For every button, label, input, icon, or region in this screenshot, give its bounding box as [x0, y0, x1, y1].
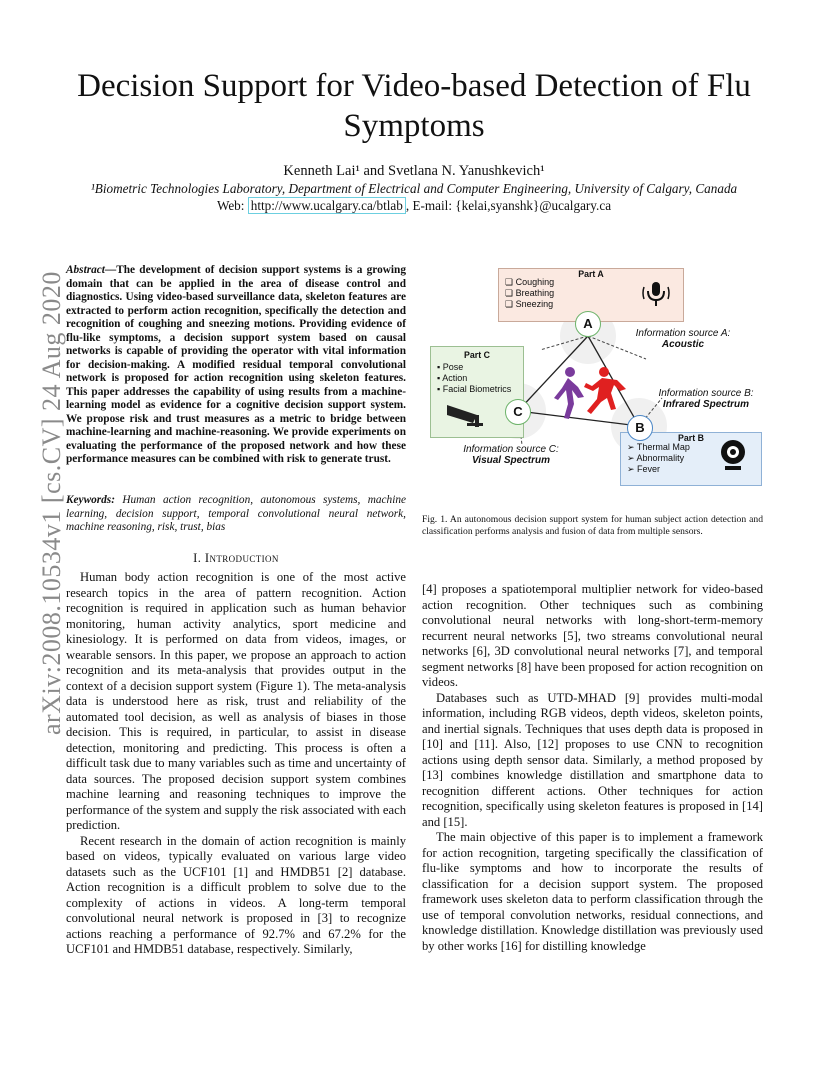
part-a-item: ❏ Breathing — [505, 288, 555, 298]
authors: Kenneth Lai¹ and Svetlana N. Yanushkevich¹ — [283, 163, 545, 179]
node-a: A — [575, 311, 601, 337]
figure-caption: Fig. 1. An autonomous decision support system for human subject action detection and classification performs analysis and fusion of data from multiple sensors. — [422, 514, 763, 537]
part-c-box — [430, 346, 524, 438]
arxiv-stamp: arXiv:2008.10534v1 [cs.CV] 24 Aug 2020 — [37, 271, 66, 735]
abstract-text: —The development of decision support systems is a growing domain that can be applied in the area of disease control and diagnostics. Using video-based surveillance data, skeleton features are extracted to perform action recognition, specifically the detection and recognition of coughing and sneezing motions. Providing evidence of flu-like symptoms, a decision support system based on causal networks is capable of providing the operator with vital information for decision-making. A modified residual temporal convolutional network is proposed for action recognition using skeleton features. This paper addresses the capability of using results from a machine-learning model as evidence for a cognitive decision support system. We propose risk and trust measures as a metric to bridge between machine-learning and machine-reasoning. We provide experiments on evaluating the performance of the proposed network and how these performance measures can be combined with risk to generate trust. — [66, 264, 406, 465]
part-a-item: ❏ Coughing — [505, 277, 555, 287]
abstract-label: Abstract — [66, 264, 105, 276]
runner-purple-icon — [554, 367, 584, 419]
source-a-label: Information source A: Acoustic — [635, 328, 731, 350]
left-column-body — [66, 570, 406, 958]
source-c-label: Information source C: Visual Spectrum — [463, 444, 559, 466]
figure-1 — [422, 260, 763, 500]
source-b-label: Information source B: Infrared Spectrum — [658, 388, 754, 410]
node-b: B — [627, 415, 653, 441]
paragraph: [4] proposes a spatiotemporal multiplier network for video-based action recognition. Other techniques such as combining convolutional neural networks with long-short-term-memory recurrent neural networks [5], two streams convolutional neural networks [6], 3D convolutional neural networks [7], and temporal segment networks [8] have been proposed for action recognition on videos. — [422, 582, 763, 689]
part-c-title: Part C — [464, 350, 490, 360]
part-a-item: ❏ Sneezing — [505, 299, 554, 309]
part-b-item: ➢ Abnormality — [627, 453, 685, 463]
section-heading: I. Introduction — [193, 551, 279, 565]
part-b-title: Part B — [678, 433, 704, 443]
keywords-label: Keywords: — [66, 494, 115, 506]
paper-title: Decision Support for Video-based Detection of Flu Symptoms — [77, 68, 751, 144]
web-prefix: Web: — [216, 198, 248, 213]
paragraph: Human body action recognition is one of the most active research topics in the area of pattern recognition. Action recognition is required in application such as human behavior monitoring, human activity analytics, sport medicine and kinesiology. It is performed on data from videos, images, or wearable sensors. In this paper, we propose an approach to action recognition and its meta-analysis that provides output in the context of a decision support system (Figure 1). The meta-analysis data is understood here as risk, trust and reliability of the automated tool decision, as well as analysis of biases in those decision. This is required, in particular, to assist in disease detection, monitoring and predicting. This process is often a difficult task due to many variables such as time and uncertainty of data sources. The proposed decision support system combines machine learning and reasoning techniques to improve the performance of the system and supply the risk associated with each prediction. — [66, 570, 406, 832]
part-c-item: ▪ Action — [437, 373, 468, 383]
part-c-item: ▪ Facial Biometrics — [437, 384, 512, 394]
lab-url-link[interactable]: http://www.ucalgary.ca/btlab — [248, 197, 406, 214]
web-line — [0, 198, 828, 214]
microphone-icon — [641, 279, 671, 309]
paragraph: Databases such as UTD-MHAD [9] provides multi-modal information, including RGB videos, depth videos, skeleton points, and inertial signals. Techniques that uses depth data is proposed in [10] and [11]. Also, [12] proposes to use CNN to recognition actions using depth sensor data. Similarly, a method proposed by [13] combines knowledge distillation and smartphone data to recognition different actions. Other techniques for action recognition, specifically using skeleton features is proposed in [14] and [15]. — [422, 690, 763, 829]
affiliation: ¹Biometric Technologies Laboratory, Department of Electrical and Computer Engineering, University of Calgary, Canada — [90, 181, 738, 196]
abstract — [66, 264, 406, 467]
part-b-item: ➢ Fever — [627, 464, 661, 474]
keywords-text: Human action recognition, autonomous systems, machine learning, decision support, temporal convolutional neural network, machine reasoning, risk, trust, bias — [66, 494, 406, 533]
thermal-camera-icon — [719, 438, 747, 474]
email-text: , E-mail: {kelai,syanshk}@ucalgary.ca — [405, 198, 612, 213]
keywords — [66, 494, 406, 535]
paragraph: The main objective of this paper is to implement a framework for action recognition, targeting specifically the classification of flu-like symptoms and how to incorporate the results of classification for a decision support system. The proposed framework uses skeleton data to perform classification through the use of temporal convolution networks, residual connections, and knowledge distillation. Knowledge distillation was previously used by other works [16] for distilling knowledge — [422, 830, 763, 953]
part-b-item: ➢ Thermal Map — [627, 442, 690, 452]
right-column-body — [422, 582, 763, 954]
node-c: C — [505, 399, 531, 425]
part-a-title: Part A — [578, 269, 604, 279]
part-c-item: ▪ Pose — [437, 362, 464, 372]
paragraph: Recent research in the domain of action recognition is mainly based on videos, typically evaluated on various large video datasets such as the UCF101 [1] and HMDB51 [2] database. Action recognition is a difficult problem to solve due to the complexity of actions in videos. A long-term temporal convolutional neural network is proposed in [3] to recognize actions reaching a performance of 92.7% and 67.2% for the UCF101 and HMDB51 database, respectively. Similarly, — [66, 833, 406, 956]
camera-icon — [445, 399, 491, 429]
